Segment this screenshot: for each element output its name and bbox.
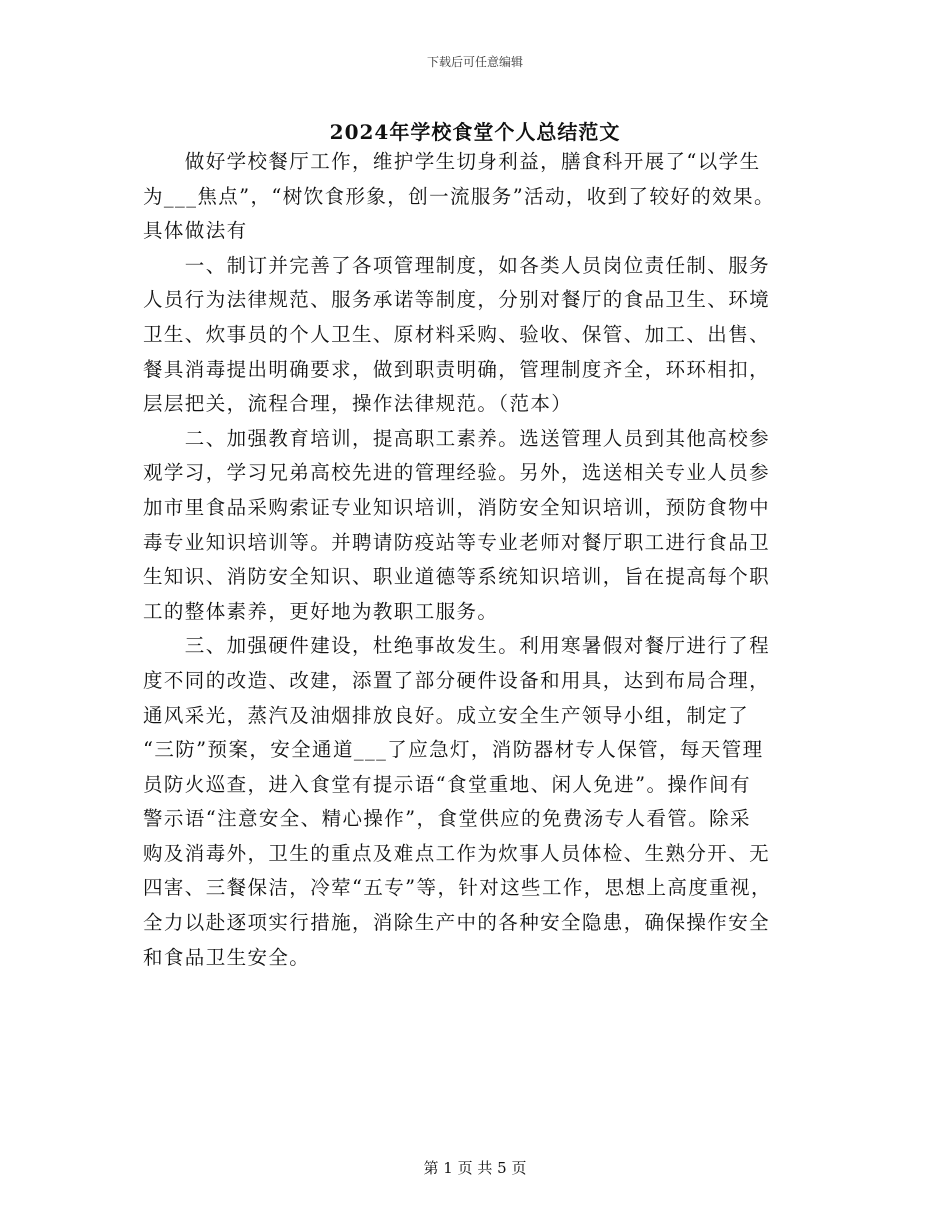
- body-line: 购及消毒外，卫生的重点及难点工作为炊事人员体检、生熟分开、无: [143, 841, 771, 865]
- document-body: [143, 145, 823, 975]
- body-line: 加市里食品采购索证专业知识培训，消防安全知识培训，预防食物中: [143, 495, 771, 519]
- body-line: “三防”预案，安全通道___了应急灯，消防器材专人保管，每天管理: [143, 738, 764, 762]
- header-note: 下载后可任意编辑: [426, 55, 523, 69]
- body-line: 卫生、炊事员的个人卫生、原材料采购、验收、保管、加工、出售、: [143, 322, 771, 346]
- body-line: 餐具消毒提出明确要求，做到职责明确，管理制度齐全，环环相扣，: [143, 357, 771, 381]
- body-line: 毒专业知识培训等。并聘请防疫站等专业老师对餐厅职工进行食品卫: [143, 530, 771, 554]
- body-line: 度不同的改造、改建，添置了部分硬件设备和用具，达到布局合理，: [143, 668, 771, 692]
- body-line: 一、制订并完善了各项管理制度，如各类人员岗位责任制、服务: [143, 253, 771, 277]
- body-line: 生知识、消防安全知识、职业道德等系统知识培训，旨在提高每个职: [143, 565, 771, 589]
- body-line: 工的整体素养，更好地为教职工服务。: [143, 599, 499, 623]
- page-footer: 第 1 页 共 5 页: [423, 1159, 527, 1177]
- body-line: 和食品卫生安全。: [143, 945, 311, 969]
- body-line: 观学习，学习兄弟高校先进的管理经验。另外，选送相关专业人员参: [143, 461, 771, 485]
- body-line: 二、加强教育培训，提高职工素养。选送管理人员到其他高校参: [143, 426, 771, 450]
- body-line: 全力以赴逐项实行措施，消除生产中的各种安全隐患，确保操作安全: [143, 911, 771, 935]
- body-line: 层层把关，流程合理，操作法律规范。（范本）: [143, 392, 573, 416]
- body-line: 员防火巡查，进入食堂有提示语“食堂重地、闲人免进”。操作间有: [143, 772, 751, 796]
- body-line: 四害、三餐保洁，冷荤“五专”等，针对这些工作，思想上高度重视，: [143, 876, 772, 900]
- body-line: 通风采光，蒸汽及油烟排放良好。成立安全生产领导小组，制定了: [143, 703, 750, 727]
- body-line: 具体做法有: [143, 219, 248, 243]
- body-line: 做好学校餐厅工作，维护学生切身利益，膳食科开展了“以学生: [143, 150, 761, 173]
- body-line: 警示语“注意安全、精心操作”，食堂供应的免费汤专人看管。除采: [143, 807, 751, 831]
- body-line: 为___焦点”，“树饮食形象，创一流服务”活动，收到了较好的效果。: [143, 184, 775, 208]
- document-title: 2024年学校食堂个人总结范文: [329, 120, 621, 144]
- body-line: 人员行为法律规范、服务承诺等制度，分别对餐厅的食品卫生、环境: [143, 288, 771, 312]
- body-line: 三、加强硬件建设，杜绝事故发生。利用寒暑假对餐厅进行了程: [143, 634, 771, 658]
